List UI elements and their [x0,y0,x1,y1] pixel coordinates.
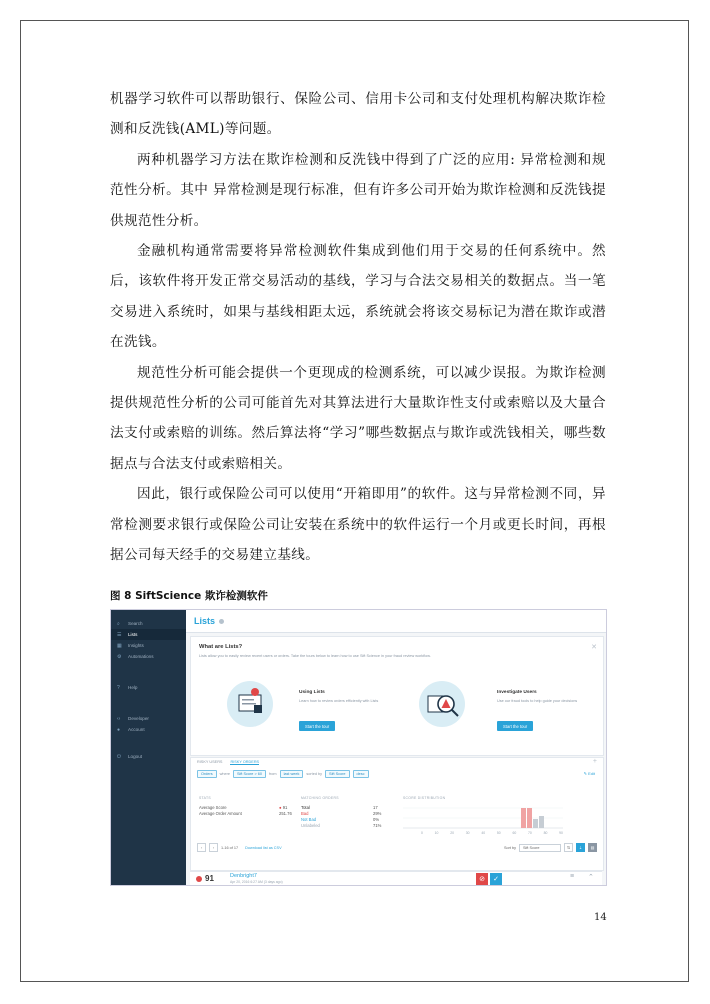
tab-risky-orders[interactable]: RISKY ORDERS [230,760,260,764]
lists-illustration [227,681,273,727]
score-tick: 50 [496,831,501,835]
score-distribution-label: SCORE DISTRIBUTION [403,796,446,800]
tab-risky-users[interactable]: RISKY USERS [197,760,223,764]
sidebar-item-logout[interactable] [111,751,186,762]
avg-score-value [279,805,287,810]
tour-using-lists-desc: Learn how to review orders efficiently with Lists [299,699,379,703]
card-description: Lists allow you to easily review recent users or orders. Take the tours below to learn how to use Sift Science in your fraud review workflow. [199,654,431,658]
score-tick: 20 [450,831,455,835]
card-title: What are Lists? [199,644,243,650]
main-area [186,610,606,885]
score-tick: 30 [465,831,470,835]
score-tick: 90 [559,831,563,835]
menu-icon[interactable]: ≡ [570,873,575,880]
sidebar-item-label: Help [128,685,138,690]
chart-icon: ▦ [117,642,122,649]
score-tick: 10 [434,831,439,835]
start-tour-button[interactable]: Start the tour [497,721,533,731]
sidebar-item-developer[interactable] [111,713,186,724]
bad-label: Bad [301,811,309,816]
pagination [197,843,282,852]
add-icon[interactable]: + [592,758,597,765]
sidebar-item-help[interactable] [111,682,186,693]
user-icon: ● [117,726,121,733]
unlabeled-label: Unlabeled [301,823,320,828]
lists-intro-card [190,636,604,756]
avg-amount-value: 251.76 [279,811,292,816]
score-tick: 60 [512,831,517,835]
avg-score-label: Average Score [199,805,227,810]
prev-page-button[interactable]: ‹ [197,843,206,852]
order-date: Apr 20, 2016 6:27 AM (3 days ago) [230,880,283,884]
score-tick: 0 [421,831,423,835]
sidebar-item-insights[interactable] [111,640,186,651]
score-axis-ticks [403,831,563,835]
stats-label: STATS [199,796,211,800]
order-score: 91 [205,874,214,883]
page-header [186,610,606,633]
dist-bar [521,808,526,828]
sort-order-chip[interactable]: desc [353,770,369,778]
question-icon: ? [117,684,120,691]
filter-word: where [219,772,230,776]
sort-asc-button[interactable]: ⇅ [564,843,573,852]
paragraph-5: 因此，银行或保险公司可以使用“开箱即用”的软件。这与异常检测不同，异常检测要求银行或保险公司让安装在系统中的软件运行一个月或更长时间，再根据公司每天经手的交易建立基线。 [110,486,606,564]
order-user-link[interactable]: Denbright7 [230,873,257,879]
total-value: 17 [373,805,378,810]
score-tick: 80 [543,831,548,835]
code-icon: ‹› [117,715,121,722]
sidebar-item-search[interactable] [111,618,186,629]
dist-bar [527,808,532,828]
block-icon[interactable]: ⊘ [476,873,488,885]
figure-caption: 图 8 SiftScience 欺诈检测软件 [110,590,268,602]
check-icon[interactable]: ✓ [490,873,502,885]
body-text [110,84,606,571]
total-label: Total [301,805,310,810]
close-icon[interactable]: ✕ [591,644,597,651]
sidebar-item-label: Insights [128,643,144,648]
sidebar-item-account[interactable] [111,724,186,735]
score-dot-icon [196,876,202,882]
sidebar-item-label: Logout [128,754,143,759]
pager-range: 1-16 of 17 [221,845,239,850]
avg-amount-label: Average Order Amount [199,811,242,816]
score-tick: 40 [481,831,486,835]
time-chip[interactable]: last week [280,770,304,778]
download-csv-link[interactable]: Download list as CSV [245,845,282,850]
list-icon: ☰ [117,631,122,638]
sidebar-item-label: Lists [128,632,138,637]
list-tabs [197,760,259,765]
tour-using-lists-title: Using Lists [299,690,325,695]
sort-label: Sort by [503,845,516,850]
sidebar-item-label: Developer [128,716,149,721]
score-distribution-chart [403,804,563,834]
logout-icon: ⏻ [117,753,121,760]
avg-score-number: 91 [282,805,288,810]
bad-value: 29% [373,811,382,816]
siftscience-screenshot [110,609,607,886]
dist-bar [533,819,538,828]
not-bad-label: Not Bad [301,817,317,822]
paragraph-4: 规范性分析可能会提供一个更现成的检测系统，可以减少误报。为欺诈检测提供规范性分析的公司可能首先对其算法进行大量欺诈性支付或索赔以及大量合法支付或索赔的训练。然后算法将“学习”哪些数据点与欺诈或洗钱相关，哪些数据点与合法支付或索赔相关。 [110,364,606,472]
filter-word: from [268,772,277,776]
pencil-icon: ✎ [583,771,589,776]
filter-bar [197,770,369,778]
paragraph-3: 金融机构通常需要将异常检测软件集成到他们用于交易的任何系统中。然后，该软件将开发正常交易活动的基线，学习与合法交易相关的数据点。当一笔交易进入系统时，如果与基线相距太远，系统就会将该交易标记为潜在欺诈或潜在洗钱。 [110,243,606,351]
unlabeled-value: 71% [373,823,382,828]
sort-desc-button[interactable]: ⇣ [576,843,585,852]
sort-control [504,843,597,852]
score-chip[interactable]: Sift Score > 60 [233,770,266,778]
sidebar-item-lists[interactable] [111,629,186,640]
paragraph-2: 两种机器学习方法在欺诈检测和反洗钱中得到了广泛的应用: 异常检测和规范性分析。其中 异常检测是现行标准，但有许多公司开始为欺诈检测和反洗钱提供规范性分析。 [110,151,606,229]
sidebar-item-label: Account [128,727,145,732]
chevron-up-icon[interactable]: ⌃ [588,874,594,881]
edit-button[interactable] [584,771,595,776]
tour-investigate-desc: Use our fraud tools to help guide your decisions [497,699,578,703]
sidebar-item-label: Search [128,621,143,626]
sort-field-chip[interactable]: Sift Score [325,770,349,778]
start-tour-button[interactable]: Start the tour [299,721,335,731]
filter-word: sorted by [306,772,323,776]
next-page-button[interactable]: › [209,843,218,852]
page-title: Lists [194,616,216,626]
order-row[interactable] [190,871,602,886]
investigate-illustration [419,681,465,727]
grid-view-button[interactable]: ▤ [588,843,597,852]
sort-select[interactable]: Sift Score [519,844,561,852]
dist-bar [539,816,544,828]
sidebar-item-label: Automations [128,654,154,659]
sidebar-item-automations[interactable] [111,651,186,662]
search-icon: ⌕ [117,620,120,627]
tour-investigate-title: Investigate Users [497,690,537,695]
clipboard-icon [227,681,273,727]
magnifier-warning-icon [419,681,465,727]
matching-label: MATCHING ORDERS [301,796,339,800]
orders-panel [190,757,604,871]
page-number: 14 [594,912,607,923]
score-dot-icon: ● [279,805,283,810]
entity-chip[interactable]: Orders [197,770,217,778]
score-tick: 70 [528,831,532,835]
paragraph-1: 机器学习软件可以帮助银行、保险公司、信用卡公司和支付处理机构解决欺诈检测和反洗钱(AML)等问题。 [110,91,606,138]
gear-icon: ⚙ [117,653,122,660]
not-bad-value: 0% [373,817,380,822]
info-icon[interactable] [219,619,224,624]
sidebar [111,610,186,885]
edit-label: Edit [588,771,595,776]
